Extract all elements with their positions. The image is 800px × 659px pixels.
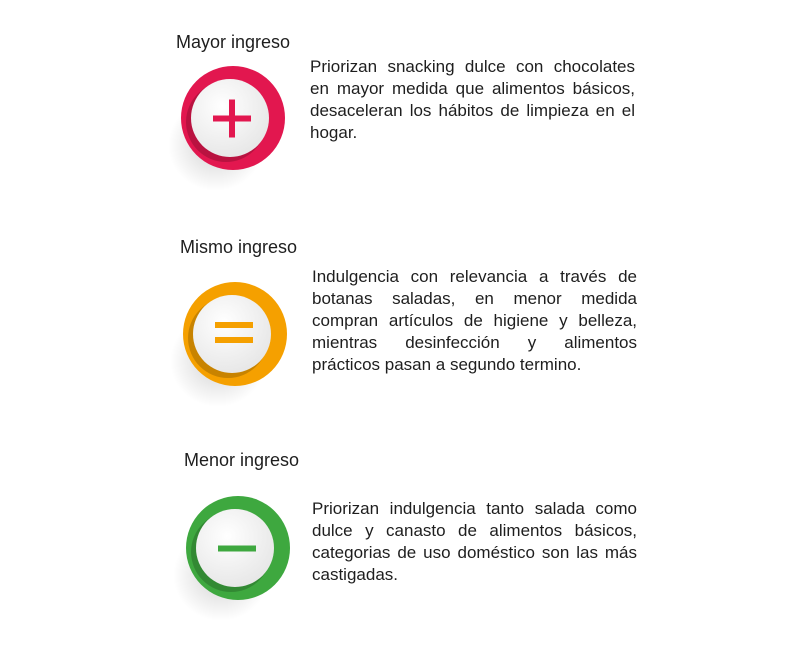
section-heading: Menor ingreso xyxy=(184,450,300,470)
minus-icon xyxy=(163,490,313,640)
section-heading: Mayor ingreso xyxy=(176,32,291,52)
plus-icon xyxy=(158,60,308,210)
section-description: Priorizan indulgencia tanto salada como dulce y canasto de alimentos básicos, categorias de uso doméstico son las más castigadas. xyxy=(312,499,637,584)
section-description: Indulgencia con relevancia a través de botanas saladas, en menor medida compran artículos de higiene y belleza, mientras desinfección y alimentos prácticos pasan a segundo termino. xyxy=(312,267,637,374)
section-heading: Mismo ingreso xyxy=(180,237,298,257)
section-description: Priorizan snacking dulce con chocolates en mayor medida que alimentos básicos, desaceleran los hábitos de limpieza en el hogar. xyxy=(310,57,635,142)
equals-icon xyxy=(160,276,310,426)
